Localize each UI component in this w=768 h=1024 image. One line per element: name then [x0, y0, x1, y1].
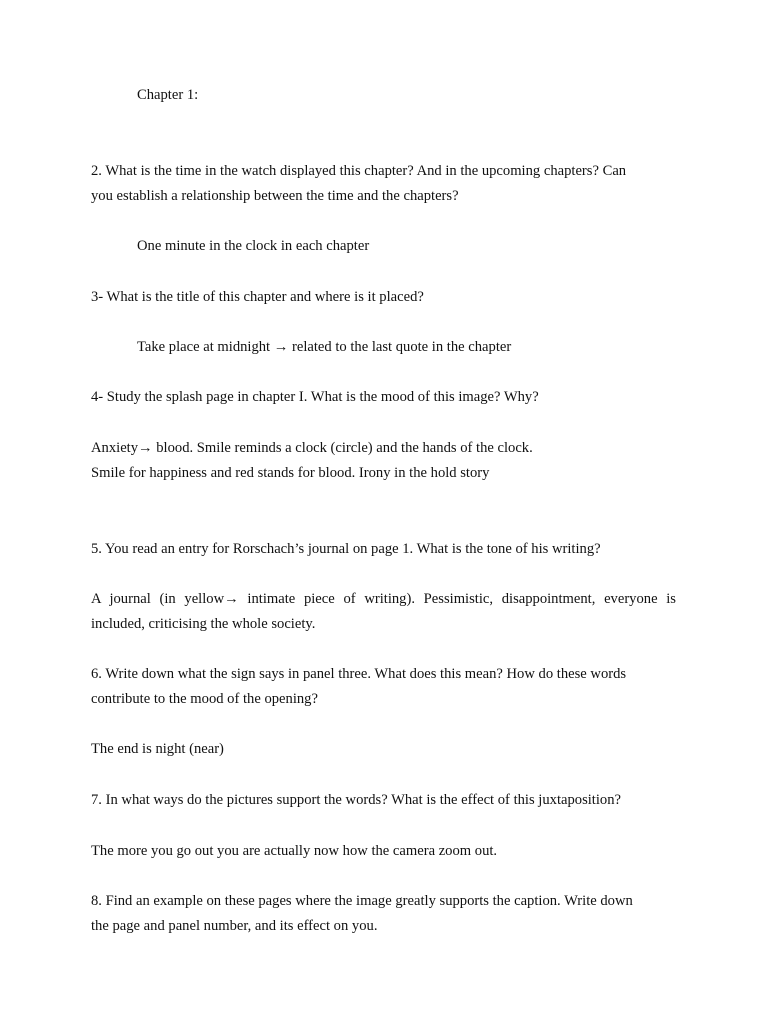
answer-3: Take place at midnight → related to the last quote in the chapter	[137, 339, 512, 355]
answer-6: The end is night (near)	[91, 741, 224, 757]
answer-2: One minute in the clock in each chapter	[137, 238, 370, 254]
question-2-line-2: you establish a relationship between the time and the chapters?	[91, 188, 459, 204]
question-7: 7. In what ways do the pictures support the words? What is the effect of this juxtaposition?	[91, 792, 621, 808]
question-8-line-2: the page and panel number, and its effect on you.	[91, 918, 378, 934]
answer-5: A journal (in yellow→ intimate piece of writing). Pessimistic, disappointment, everyone is included, criticising the whole society.	[91, 591, 676, 632]
answer-7: The more you go out you are actually now how the camera zoom out.	[91, 843, 498, 859]
question-4: 4- Study the splash page in chapter I. What is the mood of this image? Why?	[91, 389, 539, 405]
answer-4-line-2: Smile for happiness and red stands for blood. Irony in the hold story	[91, 465, 490, 481]
question-6-line-1: 6. Write down what the sign says in panel three. What does this mean? How do these words	[91, 666, 627, 682]
answer-4-line-1: Anxiety→ blood. Smile reminds a clock (circle) and the hands of the clock.	[91, 440, 533, 456]
chapter-heading: Chapter 1:	[137, 87, 199, 103]
question-8-line-1: 8. Find an example on these pages where the image greatly supports the caption. Write down	[91, 893, 633, 909]
question-5: 5. You read an entry for Rorschach’s journal on page 1. What is the tone of his writing?	[91, 541, 601, 557]
question-3: 3- What is the title of this chapter and where is it placed?	[91, 289, 424, 305]
question-6-line-2: contribute to the mood of the opening?	[91, 691, 318, 707]
question-2-line-1: 2. What is the time in the watch displayed this chapter? And in the upcoming chapters? Can	[91, 163, 627, 179]
